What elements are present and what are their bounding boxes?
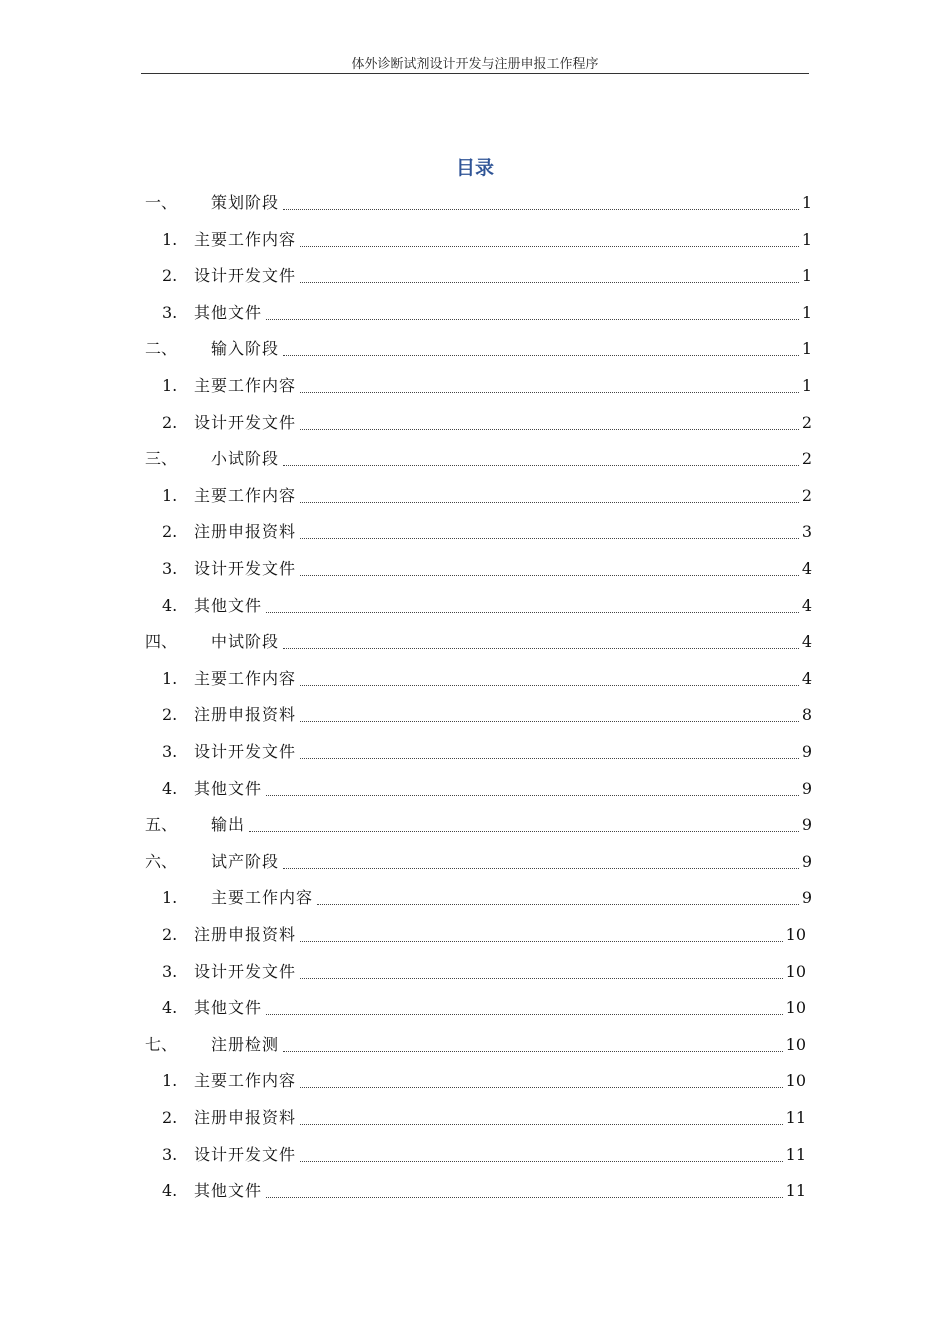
toc-dot-leader bbox=[300, 502, 799, 503]
toc-title: 目录 bbox=[455, 157, 494, 179]
toc-dot-leader bbox=[283, 1051, 783, 1052]
toc-dot-leader bbox=[283, 648, 799, 649]
toc-entry-title: 输入阶段 bbox=[211, 339, 280, 359]
toc-entry[interactable] bbox=[0, 299, 950, 327]
toc-entry-number: 七、 bbox=[145, 1034, 178, 1054]
toc-entry-number: 1. bbox=[162, 668, 178, 688]
toc-entry-title: 主要工作内容 bbox=[194, 1071, 297, 1091]
toc-entry-number: 2. bbox=[162, 412, 178, 432]
toc-entry-number: 1. bbox=[162, 376, 178, 395]
toc-dot-leader bbox=[300, 392, 799, 393]
toc-entry-title: 其他文件 bbox=[194, 302, 263, 322]
toc-entry[interactable] bbox=[0, 189, 950, 217]
toc-entry[interactable] bbox=[0, 884, 950, 912]
toc-page-number: 10 bbox=[785, 961, 806, 981]
toc-page-number: 1 bbox=[801, 339, 812, 359]
toc-dot-leader bbox=[283, 868, 799, 869]
header-rule bbox=[141, 73, 809, 74]
toc-entry-title: 其他文件 bbox=[194, 1181, 263, 1201]
toc-entry[interactable] bbox=[0, 592, 950, 620]
toc-entry[interactable] bbox=[0, 1067, 950, 1095]
toc-entry[interactable] bbox=[0, 665, 950, 693]
toc-page-number: 10 bbox=[785, 998, 806, 1018]
toc-entry-title: 设计开发文件 bbox=[194, 412, 297, 432]
toc-page-number: 4 bbox=[801, 595, 812, 615]
toc-entry-title: 主要工作内容 bbox=[194, 668, 297, 688]
toc-entry[interactable] bbox=[0, 994, 950, 1022]
toc-dot-leader bbox=[266, 319, 799, 320]
toc-entry-number: 1. bbox=[162, 485, 178, 505]
toc-page-number: 4 bbox=[801, 632, 812, 652]
toc-entry-number: 3. bbox=[162, 742, 178, 761]
toc-page-number: 9 bbox=[801, 851, 812, 871]
toc-entry-number: 4. bbox=[162, 595, 178, 615]
toc-entry-number: 2. bbox=[162, 522, 178, 542]
toc-entry-number: 五、 bbox=[145, 815, 178, 835]
toc-dot-leader bbox=[300, 282, 799, 283]
toc-entry[interactable] bbox=[0, 701, 950, 729]
toc-dot-leader bbox=[283, 355, 799, 356]
toc-entry-title: 主要工作内容 bbox=[211, 888, 314, 908]
toc-entry-title: 注册检测 bbox=[211, 1034, 280, 1054]
toc-entry-number: 3. bbox=[162, 961, 178, 981]
toc-dot-leader bbox=[283, 209, 799, 210]
toc-entry-number: 1. bbox=[162, 1071, 178, 1091]
toc-entry-title: 输出 bbox=[211, 815, 246, 835]
toc-entry-number: 六、 bbox=[145, 851, 178, 871]
toc-entry-title: 主要工作内容 bbox=[194, 229, 297, 249]
toc-dot-leader bbox=[300, 1124, 783, 1125]
toc-entry-number: 4. bbox=[162, 1181, 178, 1201]
toc-dot-leader bbox=[300, 758, 799, 759]
toc-entry-title: 设计开发文件 bbox=[194, 559, 297, 578]
toc-entry[interactable] bbox=[0, 1177, 950, 1205]
toc-page-number: 11 bbox=[785, 1144, 806, 1164]
toc-entry[interactable] bbox=[0, 811, 950, 839]
toc-dot-leader bbox=[300, 429, 799, 430]
toc-entry-title: 其他文件 bbox=[194, 778, 263, 798]
toc-entry-number: 3. bbox=[162, 302, 178, 322]
toc-entry-number: 1. bbox=[162, 229, 178, 249]
toc-entry-number: 三、 bbox=[145, 449, 178, 469]
toc-entry[interactable] bbox=[0, 1104, 950, 1132]
toc-entry-title: 试产阶段 bbox=[211, 851, 280, 871]
header-title: 体外诊断试剂设计开发与注册申报工作程序 bbox=[351, 57, 599, 72]
toc-page-number: 11 bbox=[785, 1108, 806, 1127]
toc-dot-leader bbox=[249, 831, 799, 832]
toc-page-number: 9 bbox=[801, 815, 812, 835]
toc-entry-number: 四、 bbox=[145, 632, 178, 652]
toc-page-number: 2 bbox=[801, 412, 812, 432]
toc-page-number: 9 bbox=[801, 888, 812, 908]
toc-entry-title: 小试阶段 bbox=[211, 449, 280, 469]
toc-entry[interactable] bbox=[0, 482, 950, 510]
toc-entry-title: 其他文件 bbox=[194, 998, 263, 1018]
toc-dot-leader bbox=[266, 1014, 783, 1015]
toc-entry-title: 主要工作内容 bbox=[194, 485, 297, 505]
toc-entry-number: 2. bbox=[162, 266, 178, 286]
toc-entry-number: 二、 bbox=[145, 339, 178, 359]
toc-dot-leader bbox=[300, 538, 799, 539]
toc-page-number: 9 bbox=[801, 742, 812, 761]
toc-entry[interactable] bbox=[0, 409, 950, 437]
toc-entry-title: 注册申报资料 bbox=[194, 522, 297, 542]
toc-dot-leader bbox=[266, 612, 799, 613]
toc-entry-title: 设计开发文件 bbox=[194, 1144, 297, 1164]
toc-entry[interactable] bbox=[0, 628, 950, 656]
toc-dot-leader bbox=[266, 795, 799, 796]
toc-entry-title: 注册申报资料 bbox=[194, 1108, 297, 1127]
toc-entry-title: 设计开发文件 bbox=[194, 742, 297, 761]
toc-entry-title: 设计开发文件 bbox=[194, 266, 297, 286]
toc-entry[interactable] bbox=[0, 1031, 950, 1059]
toc-entry-number: 4. bbox=[162, 998, 178, 1018]
toc-dot-leader bbox=[300, 941, 783, 942]
toc-page-number: 4 bbox=[801, 668, 812, 688]
toc-page-number: 10 bbox=[785, 1071, 806, 1091]
toc-entry[interactable] bbox=[0, 226, 950, 254]
toc-entry[interactable] bbox=[0, 738, 950, 766]
toc-entry-title: 注册申报资料 bbox=[194, 705, 297, 725]
toc-entry-number: 一、 bbox=[145, 193, 178, 212]
toc-entry-number: 2. bbox=[162, 705, 178, 725]
toc-page-number: 2 bbox=[801, 449, 812, 469]
toc-entry[interactable] bbox=[0, 958, 950, 986]
toc-page-number: 1 bbox=[801, 229, 812, 249]
toc-entry-title: 注册申报资料 bbox=[194, 925, 297, 944]
toc-entry[interactable] bbox=[0, 335, 950, 363]
toc-entry-number: 3. bbox=[162, 1144, 178, 1164]
toc-page-number: 11 bbox=[785, 1181, 806, 1201]
toc-dot-leader bbox=[300, 246, 799, 247]
toc-page-number: 10 bbox=[785, 925, 806, 944]
toc-entry-title: 策划阶段 bbox=[211, 193, 280, 212]
toc-entry[interactable] bbox=[0, 848, 950, 876]
toc-entry[interactable] bbox=[0, 1141, 950, 1169]
toc-dot-leader bbox=[300, 1161, 783, 1162]
toc-dot-leader bbox=[300, 685, 799, 686]
toc-entry-number: 4. bbox=[162, 778, 178, 798]
toc-entry-title: 主要工作内容 bbox=[194, 376, 297, 395]
toc-page-number: 1 bbox=[801, 302, 812, 322]
toc-page-number: 1 bbox=[801, 266, 812, 286]
toc-entry[interactable] bbox=[0, 262, 950, 290]
toc-page-number: 3 bbox=[801, 522, 812, 542]
toc-dot-leader bbox=[300, 1087, 783, 1088]
toc-entry-number: 2. bbox=[162, 1108, 178, 1127]
toc-page-number: 9 bbox=[801, 778, 812, 798]
toc-entry[interactable] bbox=[0, 555, 950, 583]
toc-entry-number: 2. bbox=[162, 925, 178, 944]
toc-entry-number: 3. bbox=[162, 559, 178, 578]
toc-dot-leader bbox=[317, 904, 799, 905]
toc-dot-leader bbox=[300, 721, 799, 722]
toc-page-number: 1 bbox=[801, 193, 812, 212]
toc-page-number: 1 bbox=[801, 376, 812, 395]
toc-entry[interactable] bbox=[0, 372, 950, 400]
toc-entry-number: 1. bbox=[162, 888, 178, 908]
toc-dot-leader bbox=[300, 978, 783, 979]
toc-entry-title: 设计开发文件 bbox=[194, 961, 297, 981]
toc-page-number: 4 bbox=[801, 559, 812, 578]
toc-entry-title: 中试阶段 bbox=[211, 632, 280, 652]
toc-page-number: 10 bbox=[785, 1034, 806, 1054]
toc-dot-leader bbox=[266, 1197, 783, 1198]
toc-entry-title: 其他文件 bbox=[194, 595, 263, 615]
toc-dot-leader bbox=[300, 575, 799, 576]
toc-dot-leader bbox=[283, 465, 799, 466]
toc-entry[interactable] bbox=[0, 921, 950, 949]
toc-page-number: 8 bbox=[801, 705, 812, 725]
toc-page-number: 2 bbox=[801, 485, 812, 505]
toc-entry[interactable] bbox=[0, 775, 950, 803]
toc-entry[interactable] bbox=[0, 445, 950, 473]
toc-entry[interactable] bbox=[0, 518, 950, 546]
